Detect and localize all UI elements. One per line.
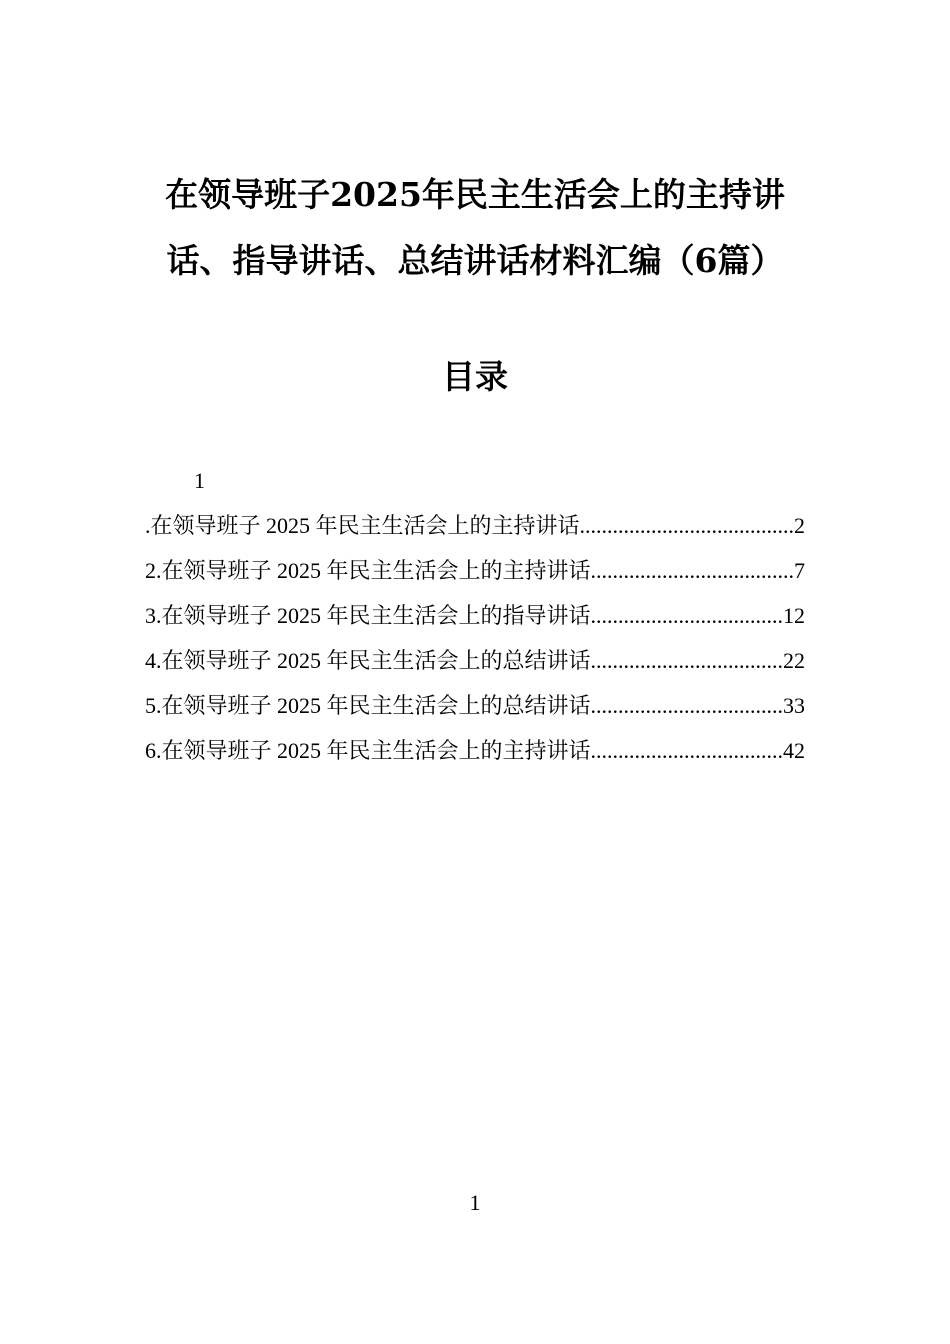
toc-leader-dots [591,551,794,591]
toc-entry-text: .在领导班子 2025 年民主生活会上的主持讲话 [145,513,580,538]
table-of-contents [145,506,805,776]
toc-entry-4[interactable] [145,641,805,686]
toc-leader-dots [591,731,783,771]
toc-entry-text: 3.在领导班子 2025 年民主生活会上的指导讲话 [145,603,591,628]
toc-leader-dots [591,596,783,636]
toc-heading: 目录 [442,357,508,396]
toc-entry-page: 42 [783,738,805,763]
toc-entry-text: 4.在领导班子 2025 年民主生活会上的总结讲话 [145,648,591,673]
toc-entry-text: 5.在领导班子 2025 年民主生活会上的总结讲话 [145,693,591,718]
document-title-line-2: 话、指导讲话、总结讲话材料汇编（6篇） [166,241,784,280]
toc-entry-6[interactable] [145,731,805,776]
document-title [140,162,810,294]
toc-stray-number: 1 [194,468,205,493]
toc-entry-text: 6.在领导班子 2025 年民主生活会上的主持讲话 [145,738,591,763]
toc-entry-1[interactable] [145,506,805,551]
toc-entry-2[interactable] [145,551,805,596]
page-number: 1 [469,1190,481,1215]
document-title-line-1: 在领导班子2025年民主生活会上的主持讲 [165,175,785,214]
toc-leader-dots [591,686,783,726]
toc-entry-page: 2 [794,513,805,538]
toc-entry-page: 7 [794,558,805,583]
toc-leader-dots [591,641,783,681]
toc-entry-3[interactable] [145,596,805,641]
toc-entry-page: 33 [783,693,805,718]
toc-leader-dots [580,506,794,546]
toc-entry-text: 2.在领导班子 2025 年民主生活会上的主持讲话 [145,558,591,583]
toc-entry-5[interactable] [145,686,805,731]
toc-entry-page: 22 [783,648,805,673]
toc-entry-page: 12 [783,603,805,628]
